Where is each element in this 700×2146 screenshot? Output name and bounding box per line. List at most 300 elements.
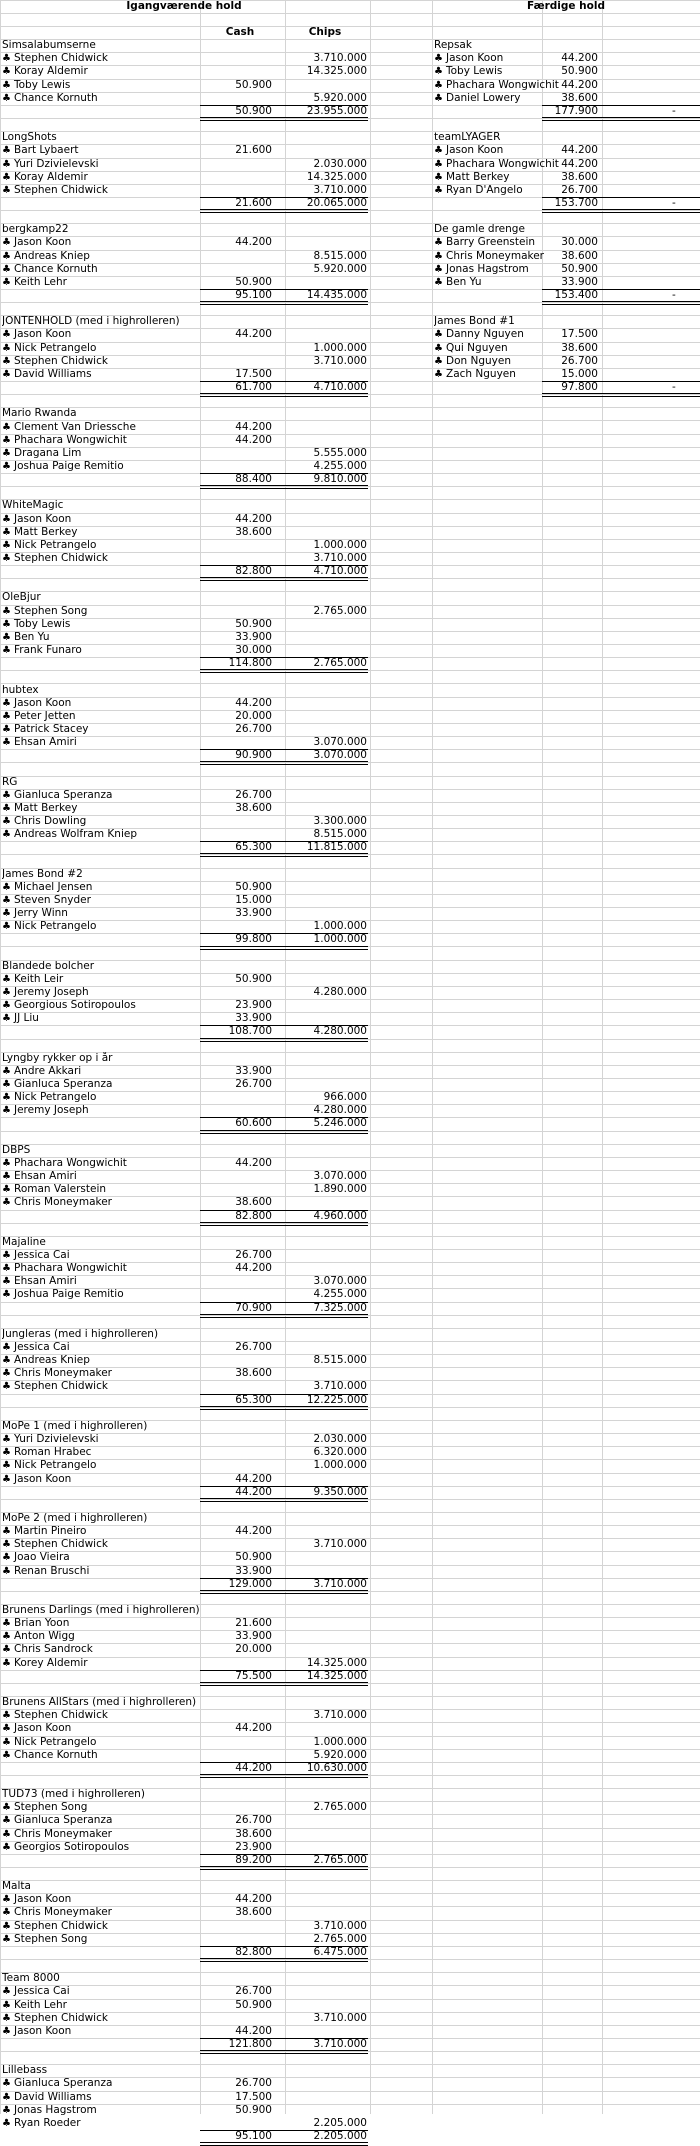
cash-value[interactable] (200, 828, 272, 841)
player-name[interactable] (2, 276, 198, 289)
chips-value[interactable] (285, 1367, 367, 1380)
cash-value[interactable]: 30.000 (561, 236, 598, 249)
total-cash[interactable]: 82.800 (235, 565, 272, 578)
player-name[interactable] (2, 697, 198, 710)
cash-value[interactable] (200, 1170, 272, 1183)
chips-value[interactable]: 8.515.000 (313, 249, 367, 262)
total-cash[interactable]: 177.900 (554, 104, 598, 117)
cash-value[interactable]: 15.000 (235, 893, 272, 906)
cash-value[interactable] (200, 52, 272, 65)
chips-value[interactable] (285, 144, 367, 157)
total-chips[interactable]: 2.205.000 (313, 2130, 367, 2142)
chips-value[interactable]: 2.205.000 (313, 2116, 367, 2129)
chips-value[interactable] (285, 79, 367, 92)
cash-value[interactable]: 44.200 (235, 328, 272, 341)
total-chips[interactable]: 5.246.000 (313, 1117, 367, 1130)
total-chips[interactable]: 4.710.000 (313, 381, 367, 394)
player-name[interactable] (2, 171, 198, 184)
cash-value[interactable] (200, 1288, 272, 1301)
player-name[interactable] (2, 184, 198, 197)
team-name[interactable]: TUD73 (med i highrolleren) (2, 1788, 145, 1801)
cash-value[interactable] (200, 1183, 272, 1196)
player-name[interactable] (2, 2025, 198, 2038)
player-name[interactable] (2, 1933, 198, 1946)
player-name[interactable] (2, 1920, 198, 1933)
player-name[interactable] (2, 1722, 198, 1735)
chips-value[interactable]: 5.920.000 (313, 262, 367, 275)
player-name[interactable] (2, 328, 198, 341)
chips-value[interactable] (285, 421, 367, 434)
cash-value[interactable] (200, 92, 272, 105)
chips-value[interactable]: 5.555.000 (313, 446, 367, 459)
chips-value[interactable] (285, 1157, 367, 1170)
team-name[interactable]: LongShots (2, 131, 57, 144)
cash-value[interactable] (200, 986, 272, 999)
team-name[interactable]: MoPe 2 (med i highrolleren) (2, 1511, 148, 1524)
total-chips[interactable]: 6.475.000 (313, 1945, 367, 1958)
chips-value[interactable] (285, 881, 367, 894)
cash-value[interactable]: 17.500 (235, 367, 272, 380)
player-name[interactable] (2, 1999, 198, 2012)
total-chips[interactable]: 10.630.000 (306, 1761, 367, 1774)
total-cash[interactable]: 65.300 (235, 1393, 272, 1406)
player-name[interactable] (2, 1749, 198, 1762)
team-name[interactable]: OleBjur (2, 591, 41, 604)
chips-value[interactable]: 2.030.000 (313, 1433, 367, 1446)
player-name[interactable] (2, 1183, 198, 1196)
cash-value[interactable] (200, 1801, 272, 1814)
chips-value[interactable]: 3.710.000 (313, 354, 367, 367)
player-name[interactable] (2, 644, 198, 657)
player-name[interactable] (2, 1801, 198, 1814)
cash-value[interactable]: 38.600 (235, 801, 272, 814)
chips-value[interactable] (285, 1565, 367, 1578)
cash-value[interactable]: 38.600 (561, 91, 598, 104)
player-name[interactable] (2, 2077, 198, 2090)
total-cash[interactable]: 61.700 (235, 381, 272, 394)
player-name[interactable] (2, 815, 198, 828)
player-name[interactable] (2, 1814, 198, 1827)
cash-value[interactable]: 26.700 (235, 1248, 272, 1261)
player-name[interactable] (2, 1565, 198, 1578)
team-name[interactable]: DBPS (2, 1143, 31, 1156)
cash-value[interactable]: 44.200 (235, 433, 272, 446)
total-chips[interactable]: 20.065.000 (306, 196, 367, 209)
chips-value[interactable] (285, 1525, 367, 1538)
player-name[interactable] (2, 1078, 198, 1091)
chips-value[interactable]: 1.000.000 (313, 1735, 367, 1748)
total-cash[interactable]: 153.700 (554, 196, 598, 209)
chips-value[interactable] (285, 236, 367, 249)
player-name[interactable] (2, 1893, 198, 1906)
cash-value[interactable]: 26.700 (235, 1341, 272, 1353)
cash-value[interactable]: 50.900 (235, 972, 272, 985)
cash-value[interactable]: 50.900 (235, 78, 272, 91)
player-name[interactable] (2, 1341, 198, 1354)
total-chips[interactable]: 2.765.000 (313, 1853, 367, 1866)
team-name[interactable]: Lillebass (2, 2064, 48, 2077)
total-cash[interactable]: 70.900 (235, 1301, 272, 1314)
total-cash[interactable]: 21.600 (235, 196, 272, 209)
player-name[interactable] (2, 1841, 198, 1854)
player-name[interactable] (2, 1985, 198, 1998)
chips-value[interactable] (285, 1906, 367, 1919)
chips-value[interactable] (285, 1341, 367, 1354)
total-chips[interactable]: 4.710.000 (313, 565, 367, 578)
chips-value[interactable] (285, 1722, 367, 1735)
chips-value[interactable]: 3.710.000 (313, 183, 367, 196)
cash-value[interactable]: 26.700 (235, 788, 272, 801)
chips-value[interactable] (285, 1249, 367, 1262)
cash-value[interactable] (200, 1749, 272, 1762)
player-name[interactable] (2, 1709, 198, 1722)
player-name[interactable] (2, 79, 198, 92)
player-name[interactable] (2, 1288, 198, 1301)
chips-value[interactable] (285, 1078, 367, 1091)
cash-value[interactable]: 21.600 (235, 144, 272, 157)
team-name[interactable]: bergkamp22 (2, 223, 69, 236)
cash-value[interactable] (200, 1091, 272, 1104)
player-name[interactable] (2, 618, 198, 631)
player-name[interactable] (2, 1262, 198, 1275)
total-chips[interactable]: 7.325.000 (313, 1301, 367, 1314)
cash-value[interactable]: 44.200 (561, 157, 598, 170)
chips-value[interactable] (285, 631, 367, 644)
chips-value[interactable]: 3.070.000 (313, 1170, 367, 1183)
chips-value[interactable] (285, 1065, 367, 1078)
total-cash[interactable]: 99.800 (235, 933, 272, 946)
player-name[interactable] (2, 1367, 198, 1380)
player-name[interactable] (2, 2012, 198, 2025)
player-name[interactable] (2, 1275, 198, 1288)
player-name[interactable] (2, 526, 198, 539)
total-chips[interactable]: 1.000.000 (313, 933, 367, 946)
cash-value[interactable]: 38.600 (561, 341, 598, 354)
chips-value[interactable] (285, 1841, 367, 1854)
player-name[interactable] (2, 1828, 198, 1841)
chips-value[interactable]: 966.000 (323, 1091, 367, 1104)
chips-value[interactable] (285, 1828, 367, 1841)
total-cash[interactable]: 153.400 (554, 289, 598, 301)
total-chips[interactable]: 14.325.000 (306, 1669, 367, 1682)
total-chips[interactable]: 9.350.000 (313, 1485, 367, 1498)
cash-value[interactable]: 30.000 (235, 644, 272, 657)
chips-value[interactable] (285, 907, 367, 920)
cash-value[interactable] (200, 539, 272, 552)
chips-value[interactable] (285, 644, 367, 657)
player-name[interactable] (2, 250, 198, 263)
cash-value[interactable] (200, 1354, 272, 1367)
player-name[interactable] (2, 92, 198, 105)
cash-value[interactable]: 23.900 (235, 999, 272, 1012)
chips-value[interactable] (285, 1999, 367, 2012)
cash-value[interactable] (200, 263, 272, 276)
cash-value[interactable]: 17.500 (235, 2090, 272, 2103)
chips-value[interactable] (285, 1012, 367, 1025)
team-name[interactable]: JONTENHOLD (med i highrolleren) (2, 315, 180, 328)
chips-value[interactable] (285, 618, 367, 631)
total-chips[interactable]: 4.280.000 (313, 1025, 367, 1038)
cash-value[interactable]: 50.900 (235, 1551, 272, 1564)
player-name[interactable] (2, 723, 198, 736)
player-name[interactable] (2, 1433, 198, 1446)
player-name[interactable] (2, 421, 198, 434)
cash-value[interactable] (200, 1920, 272, 1933)
chips-value[interactable] (285, 2091, 367, 2104)
player-name[interactable] (2, 802, 198, 815)
cash-value[interactable]: 44.200 (235, 1472, 272, 1485)
team-name[interactable]: Simsalabumserne (2, 39, 96, 52)
player-name[interactable] (2, 605, 198, 618)
cash-value[interactable] (200, 552, 272, 565)
player-name[interactable] (2, 1657, 198, 1670)
player-name[interactable] (2, 539, 198, 552)
chips-value[interactable] (285, 1643, 367, 1656)
player-name[interactable] (2, 2117, 198, 2130)
cash-value[interactable] (200, 1433, 272, 1446)
chips-value[interactable] (285, 526, 367, 539)
chips-value[interactable]: 1.890.000 (313, 1183, 367, 1196)
total-chips[interactable]: 11.815.000 (306, 841, 367, 854)
player-name[interactable] (2, 460, 198, 473)
chips-value[interactable] (285, 2077, 367, 2090)
chips-value[interactable]: 5.920.000 (313, 1748, 367, 1761)
chips-value[interactable]: 3.710.000 (313, 1919, 367, 1932)
team-name[interactable]: teamLYAGER (434, 131, 501, 144)
cash-value[interactable]: 44.200 (561, 144, 598, 157)
chips-value[interactable]: 3.710.000 (313, 52, 367, 65)
total-cash[interactable]: 95.100 (235, 2130, 272, 2142)
cash-value[interactable]: 17.500 (561, 328, 598, 341)
chips-value[interactable] (285, 789, 367, 802)
total-cash[interactable]: 50.900 (235, 104, 272, 117)
player-name[interactable] (2, 1736, 198, 1749)
total-cash[interactable]: 75.500 (235, 1669, 272, 1682)
total-cash[interactable]: 121.800 (228, 2037, 272, 2050)
cash-value[interactable]: 23.900 (235, 1840, 272, 1853)
team-name[interactable]: RG (2, 775, 18, 788)
total-cash[interactable]: 65.300 (235, 841, 272, 854)
cash-value[interactable]: 44.200 (235, 1525, 272, 1538)
total-chips[interactable]: 23.955.000 (306, 104, 367, 117)
chips-value[interactable] (285, 1473, 367, 1486)
cash-value[interactable]: 38.600 (561, 170, 598, 183)
cash-value[interactable]: 33.900 (235, 907, 272, 920)
chips-value[interactable] (285, 1262, 367, 1275)
cash-value[interactable]: 44.200 (235, 512, 272, 525)
player-name[interactable] (2, 1157, 198, 1170)
total-cash[interactable]: 95.100 (235, 289, 272, 301)
player-name[interactable] (2, 1643, 198, 1656)
chips-value[interactable]: 3.710.000 (313, 1538, 367, 1551)
cash-value[interactable]: 44.200 (561, 78, 598, 91)
total-cash[interactable]: 44.200 (235, 1761, 272, 1774)
team-name[interactable]: Team 8000 (2, 1972, 60, 1985)
player-name[interactable] (2, 236, 198, 249)
player-name[interactable] (2, 1104, 198, 1117)
chips-value[interactable] (285, 1617, 367, 1630)
chips-value[interactable]: 1.000.000 (313, 341, 367, 354)
cash-value[interactable] (200, 1275, 272, 1288)
player-name[interactable] (2, 368, 198, 381)
total-cash[interactable]: 82.800 (235, 1945, 272, 1958)
player-name[interactable] (2, 1354, 198, 1367)
chips-value[interactable]: 2.765.000 (313, 604, 367, 617)
player-name[interactable] (2, 1630, 198, 1643)
player-name[interactable] (2, 2104, 198, 2117)
team-name[interactable]: De gamle drenge (434, 223, 525, 236)
cash-value[interactable]: 20.000 (235, 1643, 272, 1656)
cash-value[interactable] (200, 605, 272, 618)
player-name[interactable] (2, 434, 198, 447)
chips-value[interactable] (285, 894, 367, 907)
cash-value[interactable]: 44.200 (235, 1722, 272, 1735)
cash-value[interactable]: 50.900 (235, 1998, 272, 2011)
player-name[interactable] (2, 631, 198, 644)
cash-value[interactable] (200, 1446, 272, 1459)
team-name[interactable]: James Bond #2 (2, 867, 83, 880)
cash-value[interactable] (200, 1459, 272, 1472)
chips-value[interactable]: 3.710.000 (313, 552, 367, 564)
player-name[interactable] (2, 920, 198, 933)
team-name[interactable]: Repsak (434, 39, 472, 52)
chips-value[interactable]: 3.070.000 (313, 736, 367, 749)
chips-value[interactable] (285, 368, 367, 381)
player-name[interactable] (2, 52, 198, 65)
chips-value[interactable]: 3.070.000 (313, 1275, 367, 1288)
total-cash[interactable]: 44.200 (235, 1485, 272, 1498)
player-name[interactable] (2, 1012, 198, 1025)
player-name[interactable] (2, 447, 198, 460)
player-name[interactable] (2, 1249, 198, 1262)
player-name[interactable] (2, 999, 198, 1012)
cash-value[interactable]: 26.700 (235, 1814, 272, 1827)
team-name[interactable]: Lyngby rykker op i år (2, 1051, 113, 1064)
chips-value[interactable]: 2.765.000 (313, 1932, 367, 1945)
chips-value[interactable]: 2.030.000 (313, 157, 367, 170)
chips-value[interactable] (285, 723, 367, 736)
total-cash[interactable]: 90.900 (235, 749, 272, 762)
player-name[interactable] (2, 144, 198, 157)
player-name[interactable] (2, 1459, 198, 1472)
team-name[interactable]: James Bond #1 (434, 315, 515, 328)
team-name[interactable]: WhiteMagic (2, 499, 64, 512)
chips-value[interactable]: 5.920.000 (313, 91, 367, 104)
team-name[interactable]: MoPe 1 (med i highrolleren) (2, 1419, 148, 1432)
chips-value[interactable] (285, 276, 367, 289)
team-name[interactable]: hubtex (2, 683, 39, 696)
player-name[interactable] (2, 907, 198, 920)
chips-value[interactable] (285, 999, 367, 1012)
player-name[interactable] (2, 513, 198, 526)
total-chips[interactable]: 14.435.000 (306, 289, 367, 301)
total-chips[interactable]: 3.070.000 (313, 749, 367, 762)
chips-value[interactable]: 14.325.000 (306, 170, 367, 183)
total-chips[interactable]: 3.710.000 (313, 1577, 367, 1590)
cash-value[interactable]: 38.600 (235, 525, 272, 538)
cash-value[interactable] (200, 460, 272, 473)
player-name[interactable] (2, 1065, 198, 1078)
total-chips[interactable]: 4.960.000 (313, 1209, 367, 1222)
cash-value[interactable] (200, 1736, 272, 1749)
cash-value[interactable]: 44.200 (561, 52, 598, 65)
chips-value[interactable]: 4.280.000 (313, 985, 367, 998)
chips-value[interactable] (285, 513, 367, 526)
player-name[interactable] (2, 1380, 198, 1393)
chips-value[interactable] (285, 697, 367, 710)
cash-value[interactable]: 50.900 (235, 880, 272, 893)
cash-value[interactable] (200, 184, 272, 197)
cash-value[interactable]: 33.900 (235, 630, 272, 643)
cash-value[interactable] (200, 355, 272, 368)
player-name[interactable] (2, 973, 198, 986)
cash-value[interactable]: 33.900 (235, 1064, 272, 1077)
cash-value[interactable]: 50.900 (561, 65, 598, 78)
chips-value[interactable] (285, 2025, 367, 2038)
cash-value[interactable] (200, 1709, 272, 1722)
player-name[interactable] (2, 342, 198, 355)
total-chips[interactable]: 9.810.000 (313, 473, 367, 486)
player-name[interactable] (2, 552, 198, 565)
cash-value[interactable] (200, 2117, 272, 2130)
player-name[interactable] (2, 263, 198, 276)
team-name[interactable]: Brunens AllStars (med i highrolleren) (2, 1696, 197, 1709)
cash-value[interactable]: 44.200 (235, 1893, 272, 1906)
player-name[interactable] (2, 158, 198, 171)
chips-value[interactable]: 1.000.000 (313, 920, 367, 933)
player-name[interactable] (2, 1906, 198, 1919)
cash-value[interactable]: 44.200 (235, 1156, 272, 1169)
total-cash[interactable]: 82.800 (235, 1209, 272, 1222)
chips-value[interactable]: 8.515.000 (313, 1354, 367, 1367)
cash-value[interactable]: 50.900 (235, 2103, 272, 2116)
team-name[interactable]: Malta (2, 1880, 31, 1893)
player-name[interactable] (2, 736, 198, 749)
chips-value[interactable] (285, 1985, 367, 1998)
player-name[interactable] (2, 1170, 198, 1183)
chips-value[interactable]: 3.710.000 (313, 1709, 367, 1722)
cash-value[interactable] (200, 736, 272, 749)
cash-value[interactable]: 26.700 (235, 1985, 272, 1998)
chips-value[interactable]: 3.300.000 (313, 815, 367, 827)
total-cash[interactable]: 108.700 (228, 1025, 272, 1038)
player-name[interactable] (2, 789, 198, 802)
player-name[interactable] (2, 1538, 198, 1551)
cash-value[interactable] (200, 158, 272, 171)
cash-value[interactable] (200, 1104, 272, 1117)
cash-value[interactable] (200, 250, 272, 263)
chips-value[interactable]: 1.000.000 (313, 1459, 367, 1472)
chips-value[interactable]: 14.325.000 (306, 1656, 367, 1669)
cash-value[interactable]: 20.000 (235, 709, 272, 722)
total-chips[interactable]: 12.225.000 (306, 1393, 367, 1406)
cash-value[interactable]: 38.600 (561, 249, 598, 262)
total-cash[interactable]: 89.200 (235, 1853, 272, 1866)
player-name[interactable] (2, 1091, 198, 1104)
chips-value[interactable] (285, 1630, 367, 1643)
cash-value[interactable] (200, 171, 272, 184)
chips-value[interactable]: 3.710.000 (313, 1380, 367, 1393)
chips-value[interactable]: 14.325.000 (306, 65, 367, 78)
chips-value[interactable]: 4.255.000 (313, 459, 367, 472)
chips-value[interactable] (285, 434, 367, 447)
cash-value[interactable]: 44.200 (235, 2024, 272, 2037)
chips-value[interactable] (285, 1893, 367, 1906)
total-chips[interactable]: 2.765.000 (313, 657, 367, 670)
cash-value[interactable]: 44.200 (235, 420, 272, 433)
total-cash[interactable]: 114.800 (228, 657, 272, 670)
cash-value[interactable]: 38.600 (235, 1906, 272, 1919)
